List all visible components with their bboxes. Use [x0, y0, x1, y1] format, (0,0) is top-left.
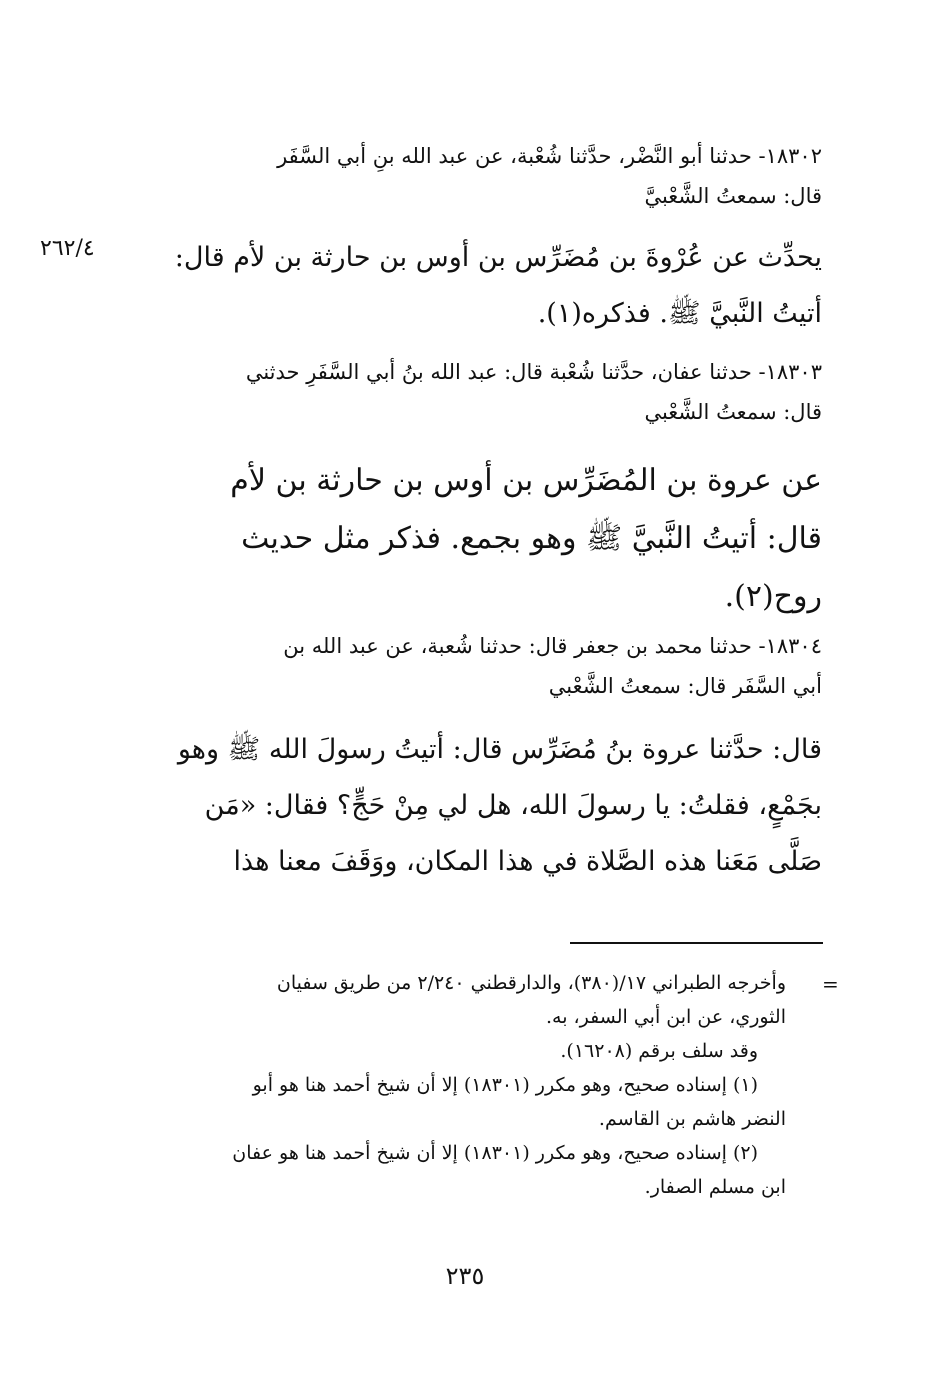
hadith-18304-matn — [122, 722, 822, 890]
isnad-line: قال: سمعتُ الشَّعْبيَّ — [644, 184, 822, 208]
page-number: ٢٣٥ — [445, 1262, 485, 1290]
footnote-continuation-marker: = — [822, 972, 839, 996]
matn-line: يحدِّث عن عُرْوةَ بن مُضَرِّس بن أوس بن حارثة بن لأم قال: — [174, 242, 822, 273]
footnote-continuation — [112, 966, 822, 1068]
footnotes — [112, 966, 822, 1204]
footnote-line: وقد سلف برقم (١٦٢٠٨). — [560, 1040, 758, 1062]
footnote-2 — [112, 1136, 822, 1204]
matn-line: قال: حدَّثنا عروة بنُ مُضَرِّس قال: أتيتُ رسولَ الله ﷺ وهو — [177, 734, 822, 765]
isnad-line: ١٨٣٠٣- حدثنا عفان، حدَّثنا شُعْبة قال: عبد الله بنُ أبي السَّفَرِ حدثني — [245, 360, 822, 384]
isnad-line: ١٨٣٠٤- حدثنا محمد بن جعفر قال: حدثنا شُعبة، عن عبد الله بن — [283, 634, 822, 658]
footnote-line: (٢) إسناده صحيح، وهو مكرر (١٨٣٠١) إلا أن شيخ أحمد هنا هو عفان — [232, 1142, 758, 1164]
matn-line: روح(٢). — [724, 579, 822, 614]
matn-line: قال: أتيتُ النَّبيَّ ﷺ وهو بجمع. فذكر مثل حديث — [241, 521, 822, 556]
footnote-line: الثوري، عن ابن أبي السفر، به. — [546, 1006, 786, 1028]
matn-line: صَلَّى مَعَنا هذه الصَّلاة في هذا المكان، ووَقَفَ معنا هذا — [233, 846, 822, 877]
hadith-18303-isnad — [122, 352, 822, 432]
footnote-line: (١) إسناده صحيح، وهو مكرر (١٨٣٠١) إلا أن شيخ أحمد هنا هو أبو — [252, 1074, 758, 1096]
hadith-18302-isnad — [122, 136, 822, 216]
hadith-18303-matn — [122, 452, 822, 626]
footnote-line: وأخرجه الطبراني ١٧/(٣٨٠)، والدارقطني ٢/٢٤٠ من طريق سفيان — [276, 972, 786, 994]
matn-line: بجَمْعٍ، فقلتُ: يا رسولَ الله، هل لي مِنْ حَجٍّ؟ فقال: «مَن — [204, 790, 822, 821]
matn-line: عن عروة بن المُضَرِّس بن أوس بن حارثة بن لأم — [230, 463, 822, 498]
hadith-18304-isnad — [122, 626, 822, 706]
isnad-line: ١٨٣٠٢- حدثنا أبو النَّضْر، حدَّثنا شُعْبة، عن عبد الله بنِ أبي السَّفَر — [277, 144, 822, 168]
footnote-line: ابن مسلم الصفار. — [644, 1176, 786, 1198]
isnad-line: أبي السَّفَر قال: سمعتُ الشَّعْبي — [548, 674, 822, 698]
footnote-1 — [112, 1068, 822, 1136]
footnote-separator-rule — [570, 942, 823, 944]
isnad-line: قال: سمعتُ الشَّعْبي — [644, 400, 822, 424]
hadith-18302-matn — [122, 230, 822, 342]
margin-volume-page-reference: ٢٦٢/٤ — [40, 236, 95, 261]
footnote-line: النضر هاشم بن القاسم. — [598, 1108, 786, 1130]
matn-line: أتيتُ النَّبيَّ ﷺ. فذكره(١). — [537, 298, 822, 329]
